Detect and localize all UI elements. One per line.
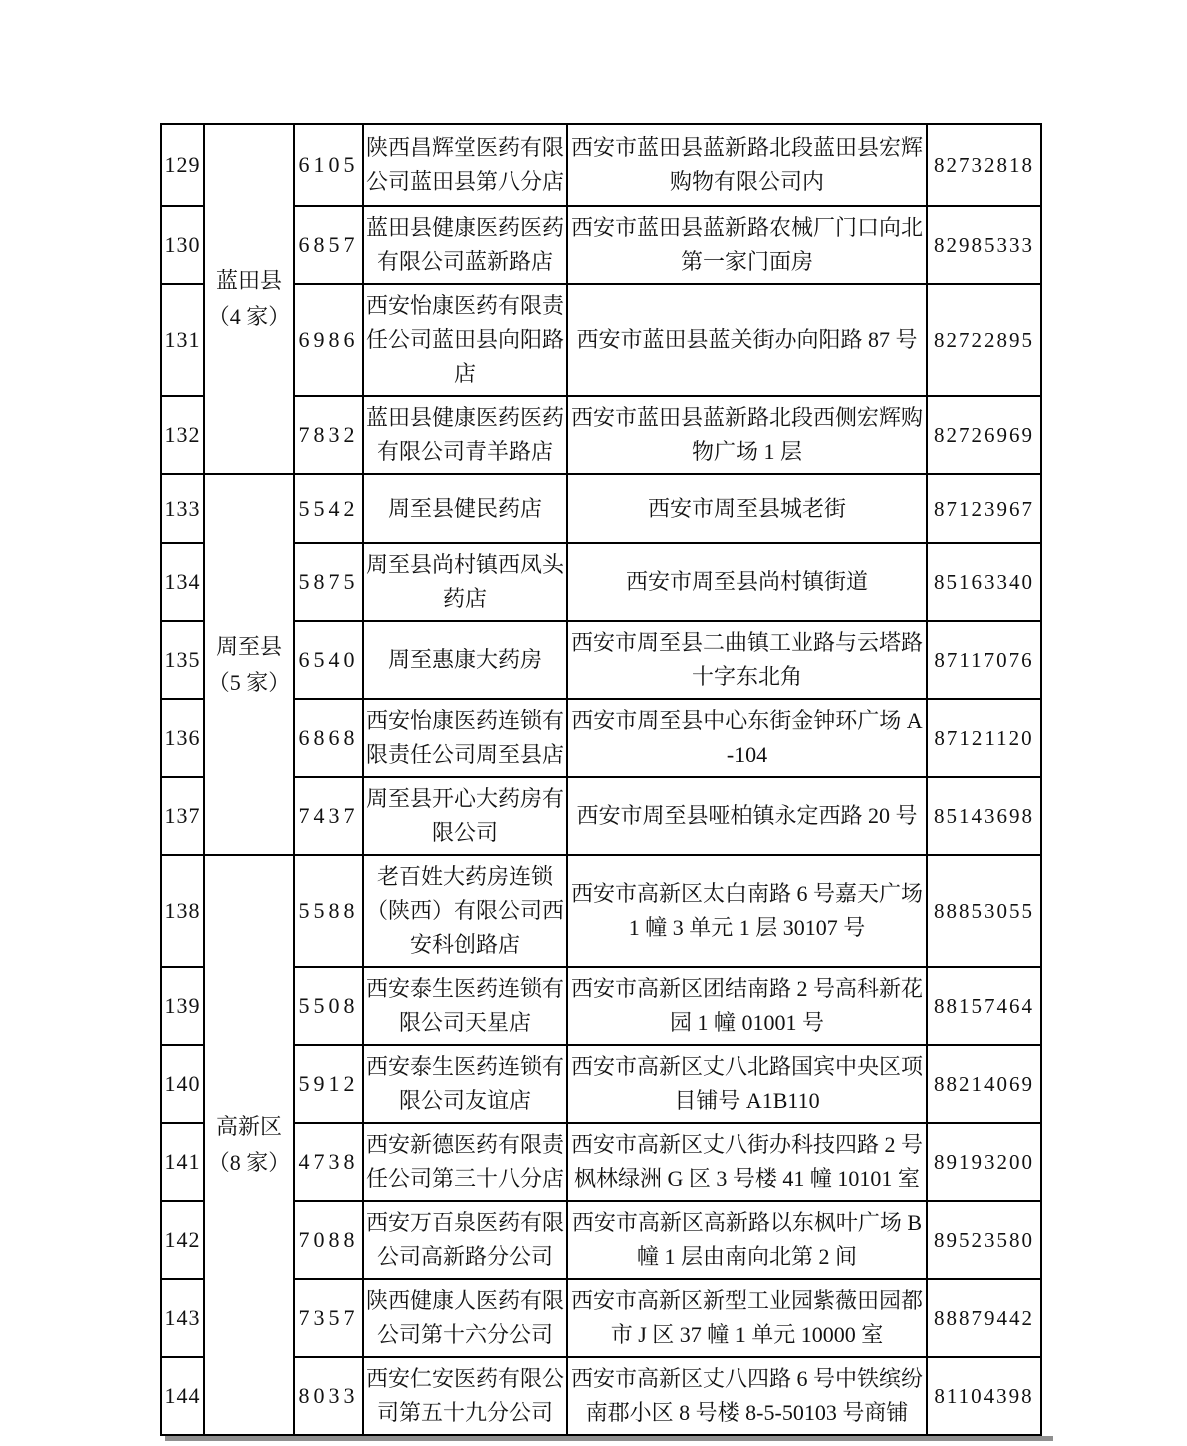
pharmacy-name-cell: 西安怡康医药有限责任公司蓝田县向阳路店 (363, 284, 567, 396)
pharmacy-phone-cell: 82722895 (927, 284, 1041, 396)
pharmacy-phone-cell: 89193200 (927, 1123, 1041, 1201)
pharmacy-name-cell: 老百姓大药房连锁（陕西）有限公司西安科创路店 (363, 855, 567, 967)
pharmacy-phone-cell: 87121120 (927, 699, 1041, 777)
district-count: （4 家） (207, 304, 291, 329)
pharmacy-address-cell: 西安市蓝田县蓝新路农械厂门口向北第一家门面房 (567, 206, 927, 284)
row-number-cell: 129 (161, 124, 204, 206)
district-name: 蓝田县 (215, 268, 282, 293)
pharmacy-address-cell: 西安市周至县哑柏镇永定西路 20 号 (567, 777, 927, 855)
row-number-cell: 139 (161, 967, 204, 1045)
table-row (161, 855, 1041, 967)
pharmacy-name-cell: 陕西昌辉堂医药有限公司蓝田县第八分店 (363, 124, 567, 206)
pharmacy-address-cell: 西安市蓝田县蓝关街办向阳路 87 号 (567, 284, 927, 396)
row-number-cell: 144 (161, 1357, 204, 1435)
pharmacy-code-cell: 5542 (294, 474, 363, 543)
row-number-cell: 141 (161, 1123, 204, 1201)
pharmacy-phone-cell: 82985333 (927, 206, 1041, 284)
pharmacy-address-cell: 西安市周至县尚村镇街道 (567, 543, 927, 621)
pharmacy-phone-cell: 88157464 (927, 967, 1041, 1045)
district-count: （8 家） (207, 1150, 291, 1175)
row-number-cell: 143 (161, 1279, 204, 1357)
pharmacy-code-cell: 5588 (294, 855, 363, 967)
pharmacy-code-cell: 6105 (294, 124, 363, 206)
pharmacy-name-cell: 周至县尚村镇西凤头药店 (363, 543, 567, 621)
pharmacy-phone-cell: 88853055 (927, 855, 1041, 967)
pharmacy-code-cell: 7437 (294, 777, 363, 855)
row-number-cell: 133 (161, 474, 204, 543)
pharmacy-code-cell: 8033 (294, 1357, 363, 1435)
pharmacy-address-cell: 西安市周至县中心东街金钟环广场 A-104 (567, 699, 927, 777)
pharmacy-address-cell: 西安市高新区新型工业园紫薇田园都市 J 区 37 幢 1 单元 10000 室 (567, 1279, 927, 1357)
pharmacy-name-cell: 陕西健康人医药有限公司第十六分公司 (363, 1279, 567, 1357)
pharmacy-name-cell: 西安新德医药有限责任公司第三十八分店 (363, 1123, 567, 1201)
pharmacy-code-cell: 7357 (294, 1279, 363, 1357)
pharmacy-address-cell: 西安市高新区丈八四路 6 号中铁缤纷南郡小区 8 号楼 8-5-50103 号商铺 (567, 1357, 927, 1435)
district-name: 周至县 (215, 633, 282, 659)
pharmacy-code-cell: 6868 (294, 699, 363, 777)
row-number-cell: 142 (161, 1201, 204, 1279)
district-cell (204, 855, 294, 1435)
pharmacy-code-cell: 7088 (294, 1201, 363, 1279)
pharmacy-phone-cell: 88879442 (927, 1279, 1041, 1357)
district-name: 高新区 (215, 1114, 282, 1139)
row-number-cell: 132 (161, 396, 204, 474)
row-number-cell: 131 (161, 284, 204, 396)
pharmacy-code-cell: 5912 (294, 1045, 363, 1123)
pharmacy-name-cell: 周至惠康大药房 (363, 621, 567, 699)
pharmacy-code-cell: 5508 (294, 967, 363, 1045)
pharmacy-name-cell: 西安万百泉医药有限公司高新路分公司 (363, 1201, 567, 1279)
pharmacy-phone-cell: 87123967 (927, 474, 1041, 543)
pharmacy-phone-cell: 85163340 (927, 543, 1041, 621)
district-count: （5 家） (207, 669, 291, 695)
pharmacy-code-cell: 6540 (294, 621, 363, 699)
row-number-cell: 135 (161, 621, 204, 699)
row-number-cell: 136 (161, 699, 204, 777)
pharmacy-phone-cell: 88214069 (927, 1045, 1041, 1123)
pharmacy-address-cell: 西安市高新区高新路以东枫叶广场 B 幢 1 层由南向北第 2 间 (567, 1201, 927, 1279)
table-row (161, 474, 1041, 543)
row-number-cell: 134 (161, 543, 204, 621)
row-number-cell: 138 (161, 855, 204, 967)
pharmacy-phone-cell: 89523580 (927, 1201, 1041, 1279)
pharmacy-address-cell: 西安市高新区丈八街办科技四路 2 号枫林绿洲 G 区 3 号楼 41 幢 10101 室 (567, 1123, 927, 1201)
pharmacy-name-cell: 西安怡康医药连锁有限责任公司周至县店 (363, 699, 567, 777)
district-cell (204, 124, 294, 474)
pharmacy-table-container (160, 123, 1040, 1441)
pharmacy-name-cell: 蓝田县健康医药医药有限公司蓝新路店 (363, 206, 567, 284)
pharmacy-phone-cell: 85143698 (927, 777, 1041, 855)
pharmacy-name-cell: 周至县健民药店 (363, 474, 567, 543)
pharmacy-name-cell: 西安泰生医药连锁有限公司友谊店 (363, 1045, 567, 1123)
pharmacy-name-cell: 蓝田县健康医药医药有限公司青羊路店 (363, 396, 567, 474)
pharmacy-address-cell: 西安市高新区丈八北路国宾中央区项目铺号 A1B110 (567, 1045, 927, 1123)
pharmacy-name-cell: 西安泰生医药连锁有限公司天星店 (363, 967, 567, 1045)
table-body (161, 124, 1041, 1435)
pharmacy-address-cell: 西安市周至县城老街 (567, 474, 927, 543)
pharmacy-address-cell: 西安市蓝田县蓝新路北段蓝田县宏辉购物有限公司内 (567, 124, 927, 206)
pharmacy-phone-cell: 82732818 (927, 124, 1041, 206)
pharmacy-code-cell: 6857 (294, 206, 363, 284)
scan-shadow-line (165, 1436, 1053, 1441)
pharmacy-address-cell: 西安市蓝田县蓝新路北段西侧宏辉购物广场 1 层 (567, 396, 927, 474)
pharmacy-address-cell: 西安市高新区太白南路 6 号嘉天广场 1 幢 3 单元 1 层 30107 号 (567, 855, 927, 967)
row-number-cell: 137 (161, 777, 204, 855)
pharmacy-code-cell: 5875 (294, 543, 363, 621)
pharmacy-phone-cell: 87117076 (927, 621, 1041, 699)
table-row (161, 124, 1041, 206)
pharmacy-address-cell: 西安市高新区团结南路 2 号高科新花园 1 幢 01001 号 (567, 967, 927, 1045)
pharmacy-code-cell: 7832 (294, 396, 363, 474)
pharmacy-name-cell: 周至县开心大药房有限公司 (363, 777, 567, 855)
pharmacy-phone-cell: 81104398 (927, 1357, 1041, 1435)
pharmacy-code-cell: 4738 (294, 1123, 363, 1201)
pharmacy-code-cell: 6986 (294, 284, 363, 396)
district-cell (204, 474, 294, 855)
pharmacy-table (160, 123, 1042, 1436)
pharmacy-phone-cell: 82726969 (927, 396, 1041, 474)
row-number-cell: 140 (161, 1045, 204, 1123)
pharmacy-address-cell: 西安市周至县二曲镇工业路与云塔路十字东北角 (567, 621, 927, 699)
pharmacy-name-cell: 西安仁安医药有限公司第五十九分公司 (363, 1357, 567, 1435)
row-number-cell: 130 (161, 206, 204, 284)
